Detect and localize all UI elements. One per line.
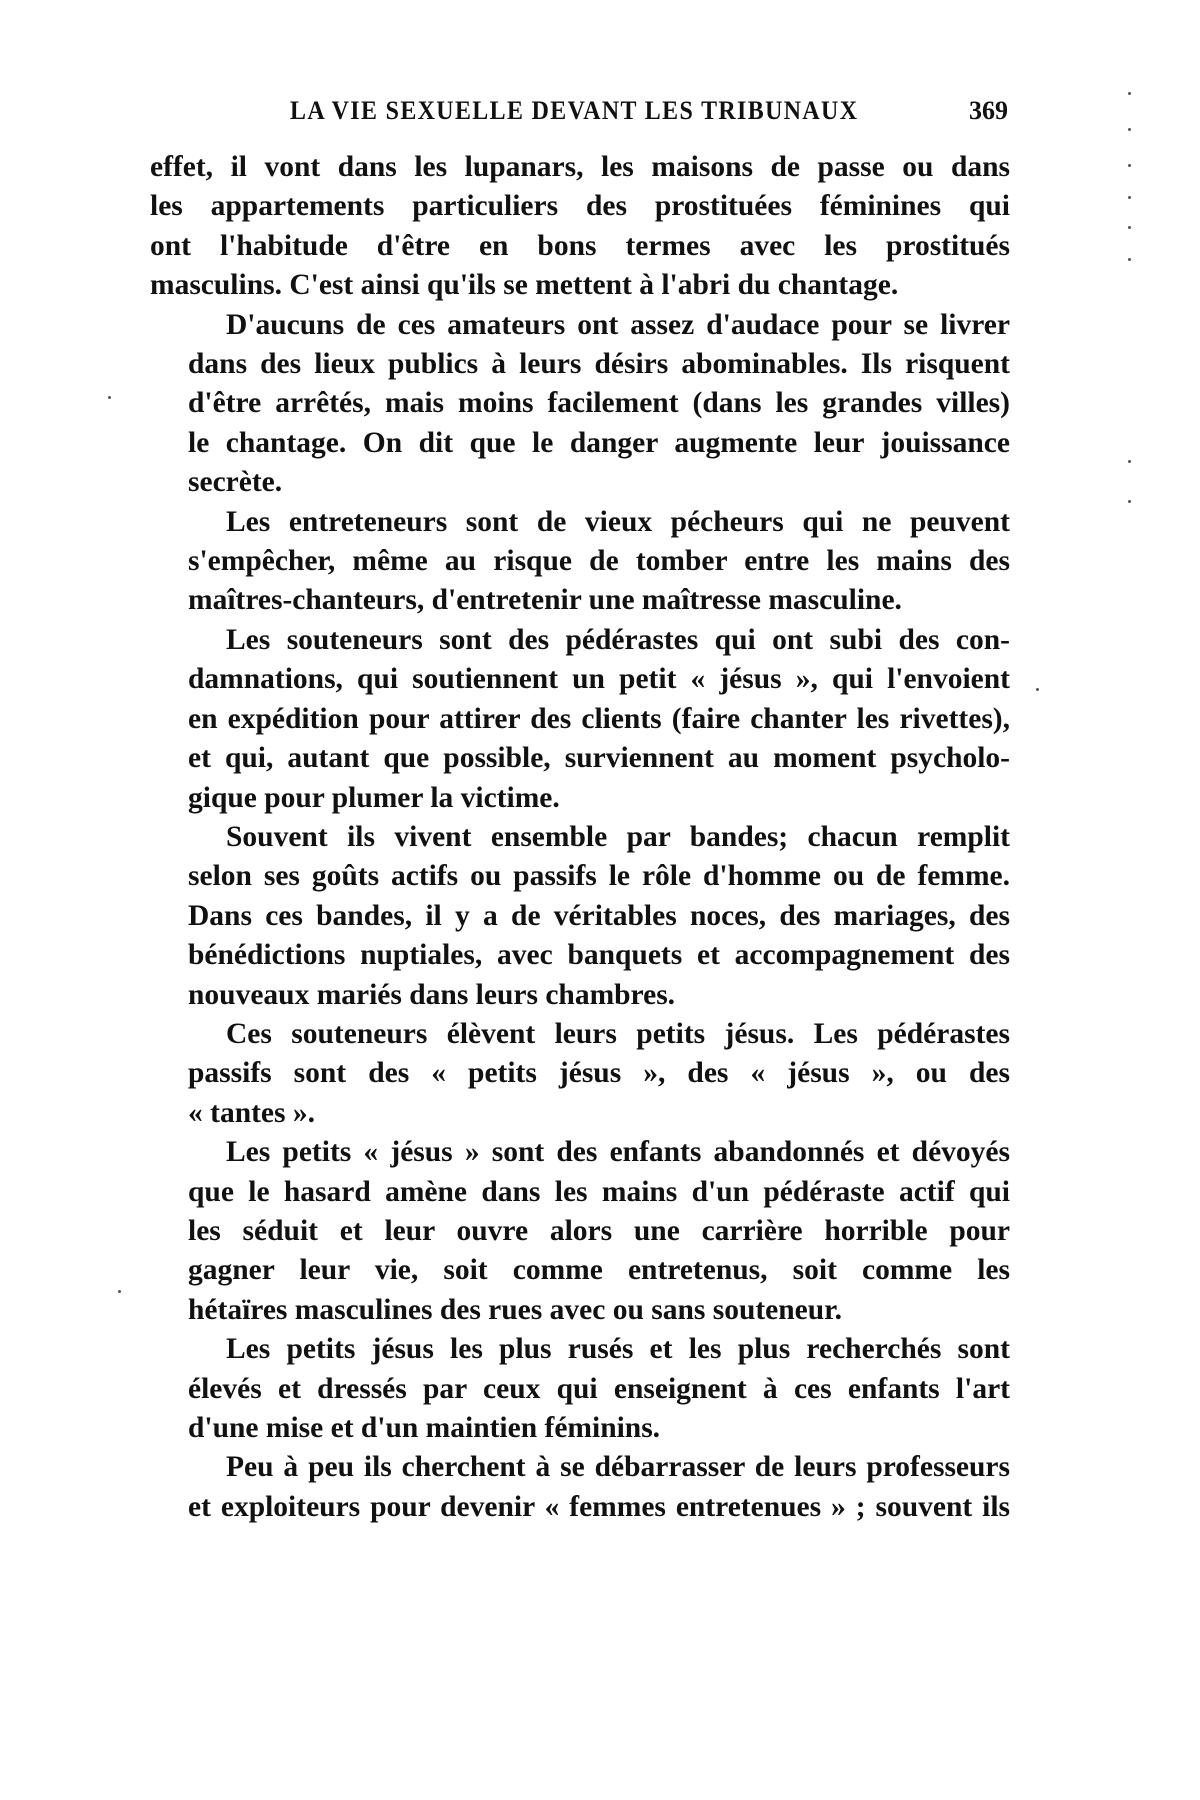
text-line: selon ses goûts actifs ou passifs le rôle d'homme ou de femme. xyxy=(188,860,1010,893)
text-line: Dans ces bandes, il y a de véritables noces, des mariages, des xyxy=(188,899,1010,932)
scan-speck xyxy=(118,1290,121,1293)
paragraph xyxy=(150,503,1010,621)
text-line: Les entreteneurs sont de vieux pécheurs qui ne peuvent xyxy=(226,505,1010,538)
paragraph xyxy=(150,306,1010,503)
text-line: dans des lieux publics à leurs désirs abominables. Ils risquent xyxy=(188,348,1010,381)
text-line: gagner leur vie, soit comme entretenus, soit comme les xyxy=(188,1254,1010,1287)
paragraph xyxy=(150,818,1010,1015)
text-line: Les petits jésus les plus rusés et les plus recherchés sont xyxy=(226,1333,1010,1366)
text-line: élevés et dressés par ceux qui enseignent à ces enfants l'art xyxy=(188,1372,1010,1405)
scan-speck xyxy=(1128,500,1131,503)
text-line: d'une mise et d'un maintien féminins. xyxy=(188,1412,661,1444)
text-line: « tantes ». xyxy=(188,1096,316,1129)
paragraph xyxy=(150,1448,1010,1527)
text-line: Ces souteneurs élèvent leurs petits jésus. Les pédérastes xyxy=(226,1017,1010,1050)
text-line: s'empêcher, même au risque de tomber entre les mains des xyxy=(188,545,1010,578)
scan-speck xyxy=(1128,92,1131,95)
text-line: maîtres-chanteurs, d'entretenir une maîtresse masculine. xyxy=(188,584,902,617)
scan-speck xyxy=(1128,460,1131,463)
text-line: que le hasard amène dans les mains d'un pédéraste actif qui xyxy=(188,1175,1010,1208)
running-title: LA VIE SEXUELLE DEVANT LES TRIBUNAUX xyxy=(290,96,859,125)
text-line: le chantage. On dit que le danger augmente leur jouissance xyxy=(188,426,1010,459)
text-line: secrète. xyxy=(188,466,283,499)
text-line: passifs sont des « petits jésus », des « jésus », ou des xyxy=(188,1057,1010,1090)
text-line: et exploiteurs pour devenir « femmes entretenues » ; souvent ils xyxy=(188,1490,1010,1523)
scan-speck xyxy=(1128,196,1131,199)
text-line: nouveaux mariés dans leurs chambres. xyxy=(188,978,676,1011)
text-line: en expédition pour attirer des clients (faire chanter les rivettes), xyxy=(188,702,1010,735)
running-head xyxy=(150,96,1020,136)
text-line: et qui, autant que possible, surviennent au moment psycholo- xyxy=(188,742,1010,775)
text-line: damnations, qui soutiennent un petit « jésus », qui l'envoient xyxy=(188,663,1010,696)
scan-speck xyxy=(1036,688,1039,691)
text-line: les appartements particuliers des prostituées féminines qui xyxy=(150,190,1010,223)
text-line: masculins. C'est ainsi qu'ils se mettent à l'abri du chantage. xyxy=(150,269,899,302)
paragraph xyxy=(150,148,1010,306)
scan-speck xyxy=(1128,226,1131,229)
paragraph xyxy=(150,1015,1010,1133)
text-line: D'aucuns de ces amateurs ont assez d'audace pour se livrer xyxy=(226,308,1010,341)
text-line: ont l'habitude d'être en bons termes avec les prostitués xyxy=(150,229,1010,262)
scan-speck xyxy=(1128,128,1131,131)
text-line: effet, il vont dans les lupanars, les maisons de passe ou dans xyxy=(150,151,1010,183)
paragraph xyxy=(150,621,1010,818)
text-line: Peu à peu ils cherchent à se débarrasser de leurs professeurs xyxy=(226,1451,1010,1484)
text-line: Les souteneurs sont des pédérastes qui ont subi des con- xyxy=(226,623,1010,656)
body-text xyxy=(150,148,1010,1527)
paragraph xyxy=(150,1133,1010,1330)
text-line: bénédictions nuptiales, avec banquets et accompagnement des xyxy=(188,939,1010,972)
text-line: Souvent ils vivent ensemble par bandes; chacun remplit xyxy=(226,820,1010,853)
scan-speck xyxy=(1128,164,1131,167)
scan-speck xyxy=(108,396,111,399)
text-line: d'être arrêtés, mais moins facilement (dans les grandes villes) xyxy=(188,387,1010,420)
text-line: les séduit et leur ouvre alors une carrière horrible pour xyxy=(188,1214,1010,1247)
text-line: gique pour plumer la victime. xyxy=(188,781,560,814)
page-number: 369 xyxy=(969,96,1008,125)
text-line: hétaïres masculines des rues avec ou sans souteneur. xyxy=(188,1293,842,1326)
scan-speck xyxy=(1128,258,1131,261)
text-line: Les petits « jésus » sont des enfants abandonnés et dévoyés xyxy=(226,1136,1010,1169)
paragraph xyxy=(150,1330,1010,1448)
